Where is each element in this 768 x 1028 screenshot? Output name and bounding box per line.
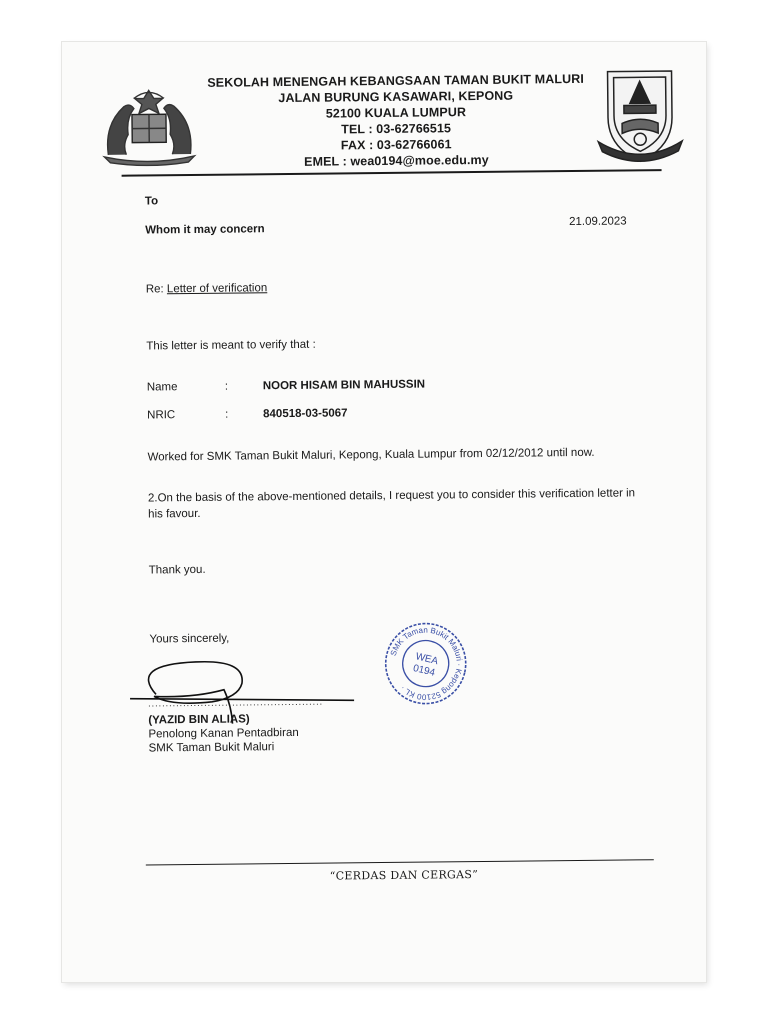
name-value: NOOR HISAM BIN MAHUSSIN [263,379,425,393]
stamp-ring-text: SMK Taman Bukit Maluri · Kepong 52100 KL · [380,618,472,710]
nric-value: 840518-03-5067 [263,407,348,420]
request-line-2: his favour. [148,508,201,521]
recipient: Whom it may concern [145,223,265,236]
school-stamp [375,613,476,714]
subject-line [146,282,268,295]
thank-you: Thank you. [149,564,206,577]
telephone: TEL : 03-62766515 [0,118,768,140]
stamp-code-1: WEA [414,651,439,667]
request-line-1: 2.On the basis of the above-mentioned details, I request you to consider this verification letter in [148,487,635,504]
name-label: Name [147,381,178,393]
header-rule [122,169,662,177]
footer-rule [146,859,654,865]
employment-text: Worked for SMK Taman Bukit Maluri, Kepong, Kuala Lumpur from 02/12/2012 until now. [147,447,594,464]
nric-label: NRIC [147,409,175,421]
name-colon: : [225,381,228,393]
fax: FAX : 03-62766061 [0,134,768,156]
stamp-code-2: 0194 [412,663,437,679]
address-line-1: JALAN BURUNG KASAWARI, KEPONG [0,86,768,108]
motto: “CERDAS DAN CERGAS” [4,865,768,886]
address-line-2: 52100 KUALA LUMPUR [0,102,768,124]
nric-colon: : [225,409,228,421]
signatory-school: SMK Taman Bukit Maluri [149,741,275,754]
signature-dots: .................................................. [148,697,323,709]
to-label: To [145,195,158,207]
subject-prefix: Re: [146,283,164,295]
closing: Yours sincerely, [149,633,229,646]
letter-date: 21.09.2023 [569,215,627,228]
intro-text: This letter is meant to verify that : [146,339,315,353]
email: EMEL : wea0194@moe.edu.my [0,150,768,172]
signatory-title: Penolong Kanan Pentadbiran [148,727,298,741]
signatory-name: (YAZID BIN ALIAS) [148,713,249,726]
subject-text: Letter of verification [167,282,267,295]
letterhead [0,70,768,78]
school-name: SEKOLAH MENENGAH KEBANGSAAN TAMAN BUKIT MALURI [0,70,768,92]
